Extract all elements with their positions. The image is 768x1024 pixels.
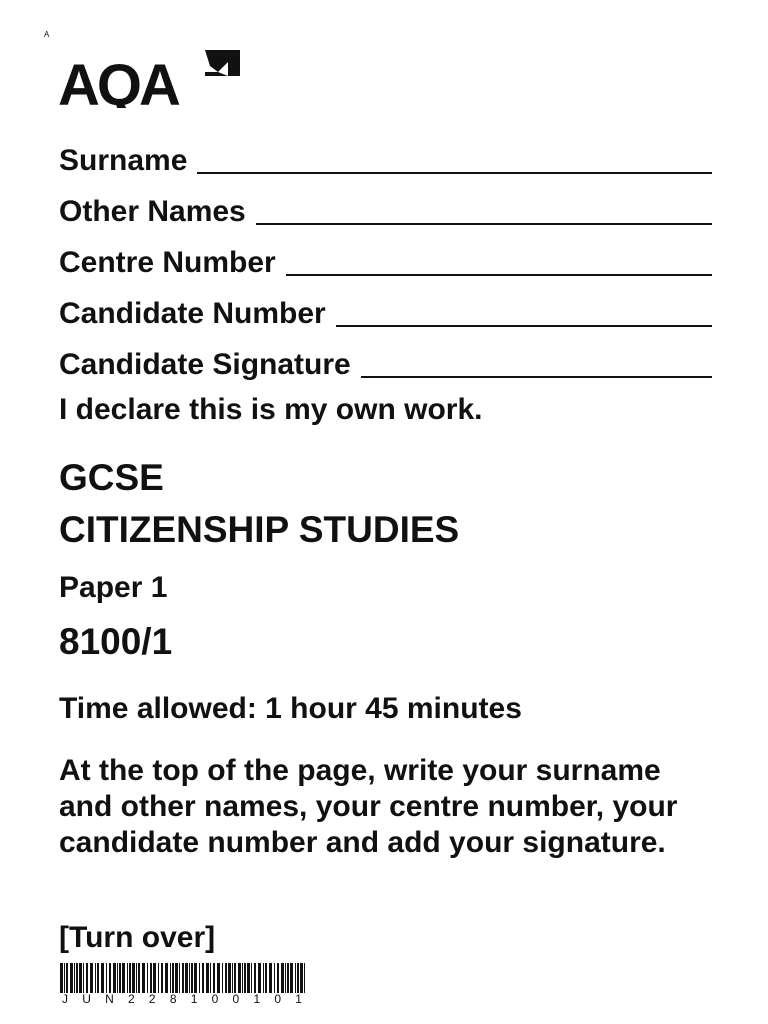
- surname-line[interactable]: [197, 172, 712, 174]
- barcode-text: [62, 992, 302, 1006]
- surname-label: Surname: [59, 144, 188, 177]
- qualification: GCSE: [59, 457, 164, 498]
- instructions: At the top of the page, write your surname and other names, your centre number, your candidate number and add your signature.: [59, 754, 678, 859]
- other-names-field[interactable]: [59, 189, 712, 229]
- surname-field[interactable]: [59, 138, 712, 178]
- paper-number: Paper 1: [59, 571, 168, 604]
- barcode-char: 2: [128, 992, 135, 1006]
- centre-number-line[interactable]: [286, 274, 712, 276]
- candidate-number-line[interactable]: [336, 325, 712, 327]
- barcode-char: 1: [190, 992, 198, 1006]
- barcode-char: J: [62, 992, 68, 1006]
- centre-number-field[interactable]: [59, 240, 712, 280]
- paper-code: 8100/1: [59, 621, 173, 662]
- barcode-char: 1: [295, 992, 302, 1006]
- turn-over: [Turn over]: [59, 921, 216, 954]
- corner-mark: A: [44, 30, 50, 39]
- aqa-logo: [58, 46, 243, 113]
- barcode-char: 1: [253, 992, 261, 1006]
- barcode-char: 8: [169, 992, 177, 1006]
- candidate-number-field[interactable]: [59, 291, 712, 331]
- barcode: [60, 963, 308, 993]
- candidate-number-label: Candidate Number: [59, 297, 326, 330]
- barcode-char: 0: [211, 992, 219, 1006]
- time-allowed: Time allowed: 1 hour 45 minutes: [59, 692, 522, 725]
- subject-title: CITIZENSHIP STUDIES: [59, 509, 460, 550]
- barcode-char: 0: [274, 992, 282, 1006]
- centre-number-label: Centre Number: [59, 246, 276, 279]
- barcode-char: N: [105, 992, 114, 1006]
- barcode-char: 0: [232, 992, 240, 1006]
- barcode-char: 2: [148, 992, 156, 1006]
- declaration: I declare this is my own work.: [59, 393, 483, 426]
- barcode-char: U: [82, 992, 91, 1006]
- other-names-line[interactable]: [256, 223, 712, 225]
- candidate-signature-label: Candidate Signature: [59, 348, 351, 381]
- candidate-signature-field[interactable]: [59, 342, 712, 382]
- other-names-label: Other Names: [59, 195, 246, 228]
- candidate-signature-line[interactable]: [361, 376, 712, 378]
- aqa-logo-text: AQA: [58, 53, 178, 108]
- aqa-mark-icon: [58, 46, 243, 108]
